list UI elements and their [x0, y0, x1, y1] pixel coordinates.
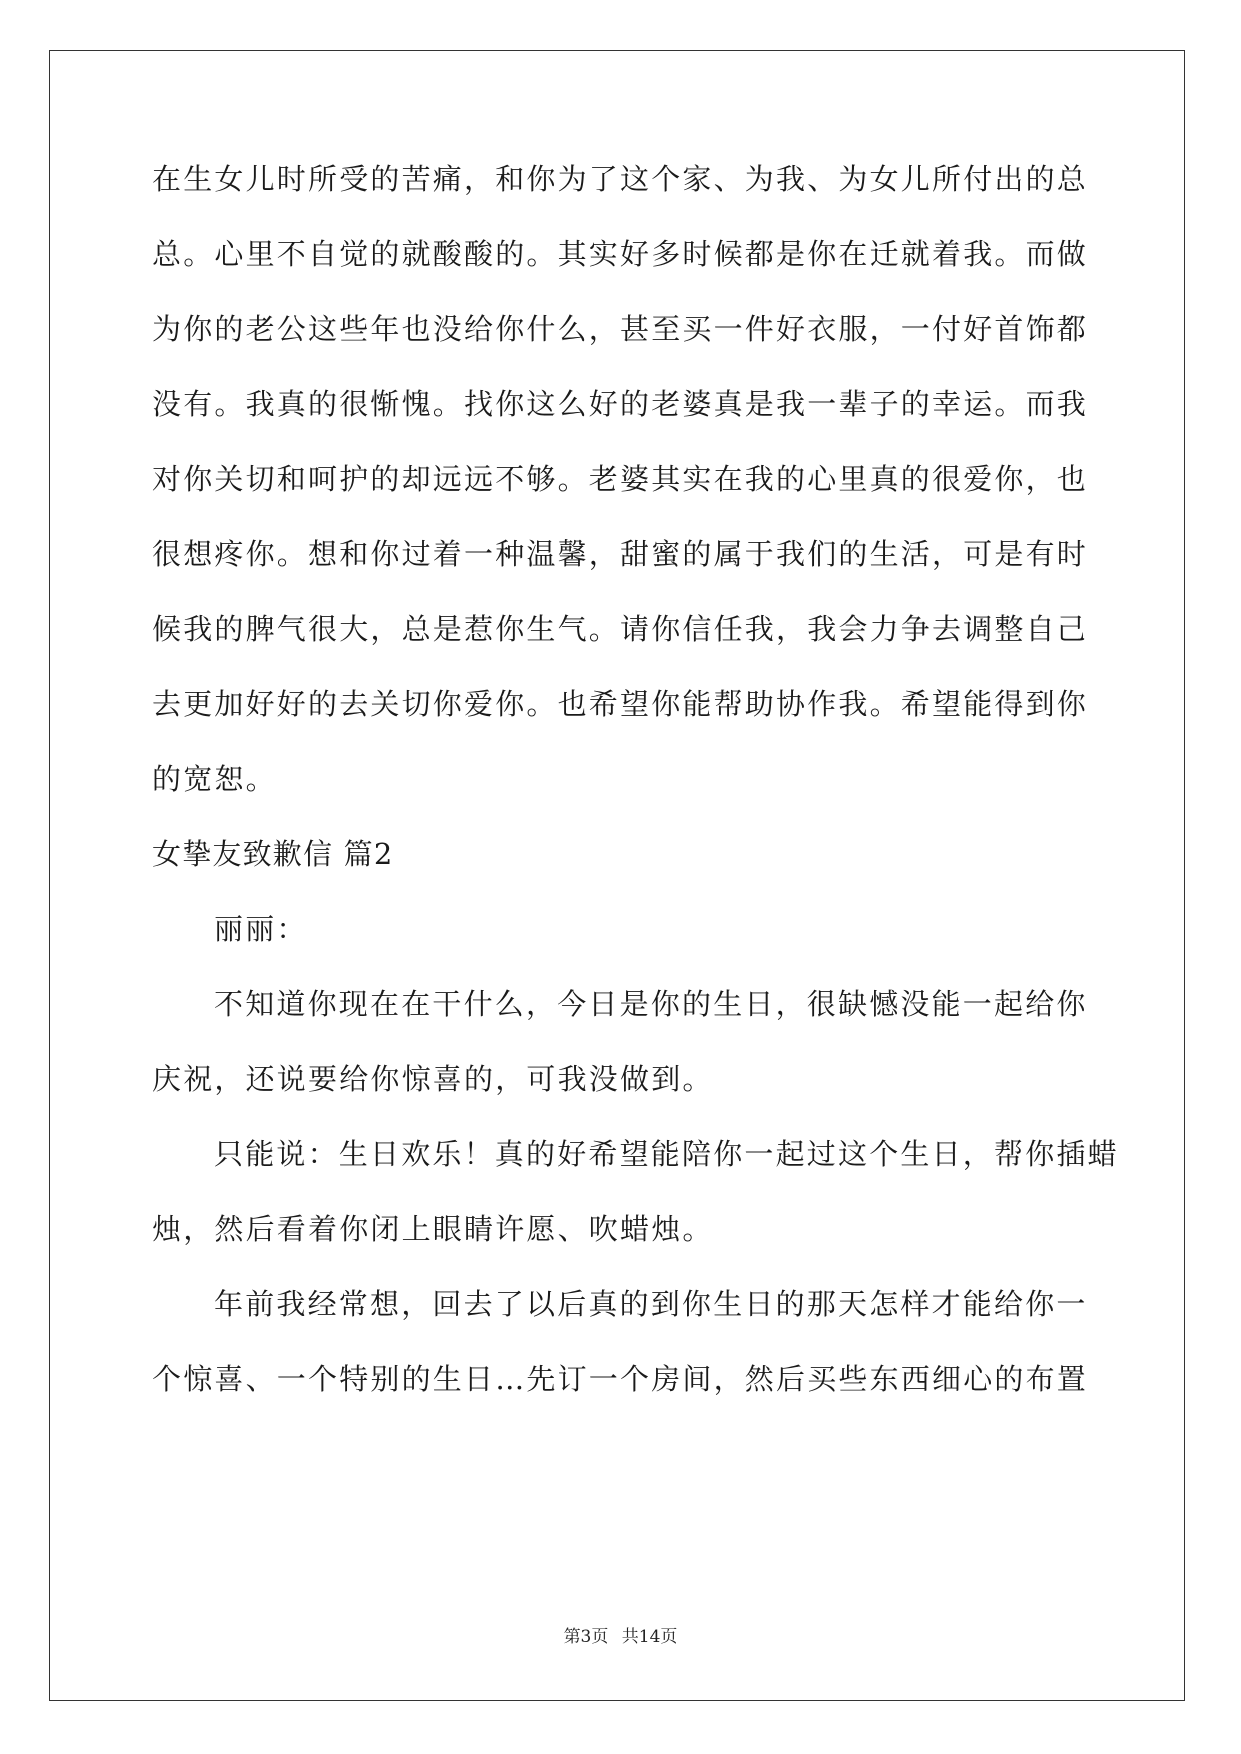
section-heading: 女挚友致歉信 篇2	[152, 837, 394, 871]
letter-line: 烛，然后看着你闭上眼睛许愿、吹蜡烛。	[152, 1212, 714, 1246]
body-line: 为你的老公这些年也没给你什么，甚至买一件好衣服，一付好首饰都	[152, 312, 1089, 346]
body-line: 在生女儿时所受的苦痛，和你为了这个家、为我、为女儿所付出的总	[152, 162, 1089, 196]
letter-salutation: 丽丽：	[214, 912, 308, 946]
body-line: 的宽恕。	[152, 762, 277, 796]
letter-line: 年前我经常想，回去了以后真的到你生日的那天怎样才能给你一	[214, 1287, 1088, 1321]
page-footer	[0, 1622, 1241, 1647]
page-number: 第3页	[563, 1627, 609, 1647]
body-line: 没有。我真的很惭愧。找你这么好的老婆真是我一辈子的幸运。而我	[152, 387, 1089, 421]
document-body	[152, 160, 1119, 1435]
body-line: 对你关切和呵护的却远远不够。老婆其实在我的心里真的很爱你，也	[152, 462, 1089, 496]
letter-line: 庆祝，还说要给你惊喜的，可我没做到。	[152, 1062, 714, 1096]
page-total: 共14页	[621, 1627, 678, 1647]
body-line: 总。心里不自觉的就酸酸的。其实好多时候都是你在迁就着我。而做	[152, 237, 1089, 271]
body-line: 去更加好好的去关切你爱你。也希望你能帮助协作我。希望能得到你	[152, 687, 1089, 721]
letter-line: 个惊喜、一个特别的生日…先订一个房间，然后买些东西细心的布置	[152, 1362, 1089, 1396]
letter-line: 不知道你现在在干什么，今日是你的生日，很缺憾没能一起给你	[214, 987, 1088, 1021]
body-line: 很想疼你。想和你过着一种温馨，甜蜜的属于我们的生活，可是有时	[152, 537, 1089, 571]
letter-line: 只能说：生日欢乐！真的好希望能陪你一起过这个生日，帮你插蜡	[214, 1137, 1119, 1171]
body-line: 候我的脾气很大，总是惹你生气。请你信任我，我会力争去调整自己	[152, 612, 1089, 646]
